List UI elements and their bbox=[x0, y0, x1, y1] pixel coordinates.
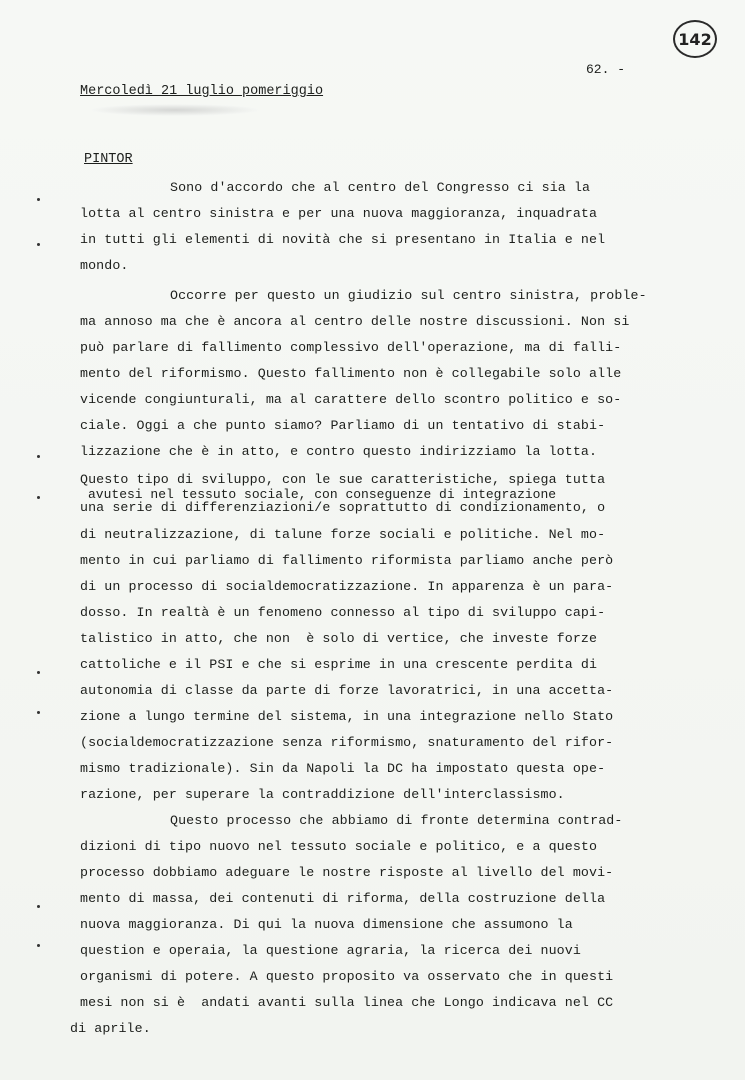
text-line: mondo. bbox=[80, 258, 129, 273]
text-line: razione, per superare la contraddizione dell'interclassismo. bbox=[80, 787, 565, 802]
margin-dot bbox=[37, 671, 40, 674]
margin-dot bbox=[37, 944, 40, 947]
margin-dot bbox=[37, 243, 40, 246]
inserted-line: avutesi nel tessuto sociale, con conseguenze di integrazione bbox=[88, 487, 557, 502]
margin-dot bbox=[37, 198, 40, 201]
text-line: lotta al centro sinistra e per una nuova maggioranza, inquadrata bbox=[80, 206, 598, 221]
text-line: Questo processo che abbiamo di fronte determina contrad- bbox=[170, 813, 623, 828]
text-line: Sono d'accordo che al centro del Congresso ci sia la bbox=[170, 180, 591, 195]
text-line: di neutralizzazione, di talune forze sociali e politiche. Nel mo- bbox=[80, 527, 606, 542]
text-line: Questo tipo di sviluppo, con le sue caratteristiche, spiega tutta bbox=[80, 472, 606, 487]
text-line: zione a lungo termine del sistema, in una integrazione nello Stato bbox=[80, 709, 614, 724]
text-line: (socialdemocratizzazione senza riformismo, snaturamento del rifor- bbox=[80, 735, 614, 750]
text-line: vicende congiunturali, ma al carattere dello scontro politico e so- bbox=[80, 392, 622, 407]
margin-dot bbox=[37, 496, 40, 499]
text-line: cattoliche e il PSI e che si esprime in una crescente perdita di bbox=[80, 657, 598, 672]
text-line: mismo tradizionale). Sin da Napoli la DC ha impostato questa ope- bbox=[80, 761, 606, 776]
text-line: question e operaia, la questione agraria, la ricerca dei nuovi bbox=[80, 943, 581, 958]
archive-stamp: 142 bbox=[673, 20, 717, 58]
page-number: 62. - bbox=[586, 62, 626, 77]
speaker-name: PINTOR bbox=[84, 152, 133, 167]
ink-smudge bbox=[90, 104, 260, 116]
text-line: organismi di potere. A questo proposito va osservato che in questi bbox=[80, 969, 614, 984]
text-line: di un processo di socialdemocratizzazione. In apparenza è un para- bbox=[80, 579, 614, 594]
text-line: mesi non si è andati avanti sulla linea che Longo indicava nel CC bbox=[80, 995, 614, 1010]
text-line: lizzazione che è in atto, e contro questo indirizziamo la lotta. bbox=[80, 444, 598, 459]
text-line: ciale. Oggi a che punto siamo? Parliamo di un tentativo di stabi- bbox=[80, 418, 606, 433]
text-line: una serie di differenziazioni/e soprattutto di condizionamento, o bbox=[80, 500, 606, 515]
text-line: mento del riformismo. Questo fallimento non è collegabile solo alle bbox=[80, 366, 622, 381]
text-line: mento di massa, dei contenuti di riforma, della costruzione della bbox=[80, 891, 606, 906]
text-line: dosso. In realtà è un fenomeno connesso al tipo di sviluppo capi- bbox=[80, 605, 606, 620]
text-line: autonomia di classe da parte di forze lavoratrici, in una accetta- bbox=[80, 683, 614, 698]
date-heading: Mercoledì 21 luglio pomeriggio bbox=[80, 84, 324, 99]
text-line: processo dobbiamo adeguare le nostre risposte al livello del movi- bbox=[80, 865, 614, 880]
margin-dot bbox=[37, 711, 40, 714]
text-line: Occorre per questo un giudizio sul centro sinistra, proble- bbox=[170, 288, 647, 303]
text-line: in tutti gli elementi di novità che si presentano in Italia e nel bbox=[80, 232, 606, 247]
margin-dot bbox=[37, 455, 40, 458]
text-line: dizioni di tipo nuovo nel tessuto sociale e politico, e a questo bbox=[80, 839, 598, 854]
text-line: mento in cui parliamo di fallimento riformista parliamo anche però bbox=[80, 553, 614, 568]
text-line: può parlare di fallimento complessivo dell'operazione, ma di falli- bbox=[80, 340, 622, 355]
text-line: ma annoso ma che è ancora al centro delle nostre discussioni. Non si bbox=[80, 314, 630, 329]
text-line: di aprile. bbox=[70, 1021, 151, 1036]
margin-dot bbox=[37, 905, 40, 908]
text-line: nuova maggioranza. Di qui la nuova dimensione che assumono la bbox=[80, 917, 573, 932]
text-line: talistico in atto, che non è solo di vertice, che investe forze bbox=[80, 631, 598, 646]
